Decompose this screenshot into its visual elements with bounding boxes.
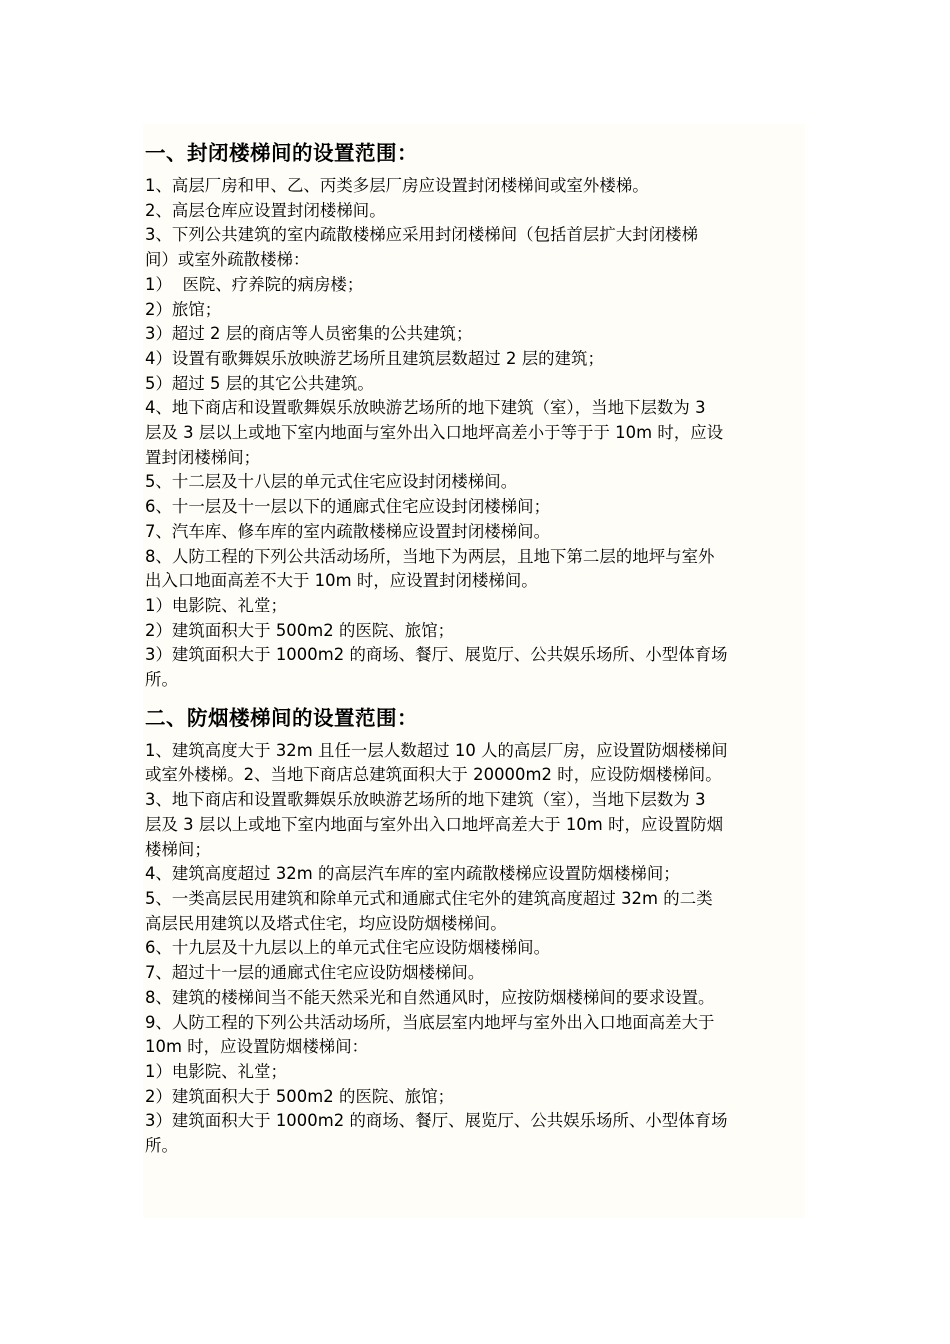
text-line: 5、十二层及十八层的单元式住宅应设封闭楼梯间。 bbox=[145, 472, 518, 492]
text-line: 3）超过 2 层的商店等人员密集的公共建筑； bbox=[145, 324, 473, 344]
text-line: 楼梯间； bbox=[145, 839, 211, 859]
text-line: 3）建筑面积大于 1000m2 的商场、餐厅、展览厅、公共娱乐场所、小型体育场 bbox=[145, 1111, 728, 1131]
text-line: 10m 时，应设置防烟楼梯间： bbox=[145, 1037, 369, 1057]
text-line: 8、人防工程的下列公共活动场所，当地下为两层，且地下第二层的地坪与室外 bbox=[145, 546, 715, 566]
text-line: 5）超过 5 层的其它公共建筑。 bbox=[145, 373, 374, 393]
text-line: 1）电影院、礼堂； bbox=[145, 1061, 288, 1081]
text-line: 3）建筑面积大于 1000m2 的商场、餐厅、展览厅、公共娱乐场所、小型体育场 bbox=[145, 645, 728, 665]
text-line: 6、十一层及十一层以下的通廊式住宅应设封闭楼梯间； bbox=[145, 497, 551, 517]
text-line: 5、一类高层民用建筑和除单元式和通廊式住宅外的建筑高度超过 32m 的二类 bbox=[145, 888, 713, 908]
text-line: 1）电影院、礼堂； bbox=[145, 595, 288, 615]
text-line: 9、人防工程的下列公共活动场所，当底层室内地坪与室外出入口地面高差大于 bbox=[145, 1012, 715, 1032]
text-line: 1、建筑高度大于 32m 且任一层人数超过 10 人的高层厂房，应设置防烟楼梯间 bbox=[145, 740, 728, 760]
text-line: 6、十九层及十九层以上的单元式住宅应设防烟楼梯间。 bbox=[145, 938, 551, 958]
text-line: 高层民用建筑以及塔式住宅，均应设防烟楼梯间。 bbox=[145, 913, 507, 933]
text-line: 4、建筑高度超过 32m 的高层汽车库的室内疏散楼梯应设置防烟楼梯间； bbox=[145, 864, 680, 884]
section-2-body bbox=[145, 739, 807, 1159]
text-line: 1、高层厂房和甲、乙、丙类多层厂房应设置封闭楼梯间或室外楼梯。 bbox=[145, 176, 649, 195]
text-line: 所。 bbox=[145, 670, 178, 690]
text-line: 1） 医院、疗养院的病房楼； bbox=[145, 274, 364, 294]
text-line: 或室外楼梯。2、当地下商店总建筑面积大于 20000m2 时，应设防烟楼梯间。 bbox=[145, 765, 722, 785]
text-line: 4）设置有歌舞娱乐放映游艺场所且建筑层数超过 2 层的建筑； bbox=[145, 348, 604, 368]
section-1-heading: 一、封闭楼梯间的设置范围： bbox=[145, 141, 418, 165]
text-line: 所。 bbox=[145, 1136, 178, 1156]
text-line: 3、下列公共建筑的室内疏散楼梯应采用封闭楼梯间（包括首层扩大封闭楼梯 bbox=[145, 225, 699, 245]
text-line: 2）旅馆； bbox=[145, 299, 222, 319]
text-line: 置封闭楼梯间； bbox=[145, 447, 261, 467]
text-line: 8、建筑的楼梯间当不能天然采光和自然通风时，应按防烟楼梯间的要求设置。 bbox=[145, 987, 715, 1007]
text-line: 4、地下商店和设置歌舞娱乐放映游艺场所的地下建筑（室），当地下层数为 3 bbox=[145, 398, 706, 418]
text-line: 2、高层仓库应设置封闭楼梯间。 bbox=[145, 200, 386, 220]
text-line: 间）或室外疏散楼梯： bbox=[145, 250, 310, 270]
text-line: 2）建筑面积大于 500m2 的医院、旅馆； bbox=[145, 1086, 455, 1106]
text-line: 3、地下商店和设置歌舞娱乐放映游艺场所的地下建筑（室），当地下层数为 3 bbox=[145, 790, 706, 810]
text-line: 2）建筑面积大于 500m2 的医院、旅馆； bbox=[145, 620, 455, 640]
document-content bbox=[145, 136, 807, 1159]
section-2-heading: 二、防烟楼梯间的设置范围： bbox=[145, 705, 418, 730]
text-line: 7、汽车库、修车库的室内疏散楼梯应设置封闭楼梯间。 bbox=[145, 521, 551, 541]
section-1-body bbox=[145, 174, 807, 693]
text-line: 出入口地面高差不大于 10m 时，应设置封闭楼梯间。 bbox=[145, 571, 538, 591]
text-line: 7、超过十一层的通廊式住宅应设防烟楼梯间。 bbox=[145, 963, 485, 983]
text-line: 层及 3 层以上或地下室内地面与室外出入口地坪高差大于 10m 时，应设置防烟 bbox=[145, 814, 724, 834]
text-line: 层及 3 层以上或地下室内地面与室外出入口地坪高差小于等于于 10m 时，应设 bbox=[145, 423, 724, 443]
